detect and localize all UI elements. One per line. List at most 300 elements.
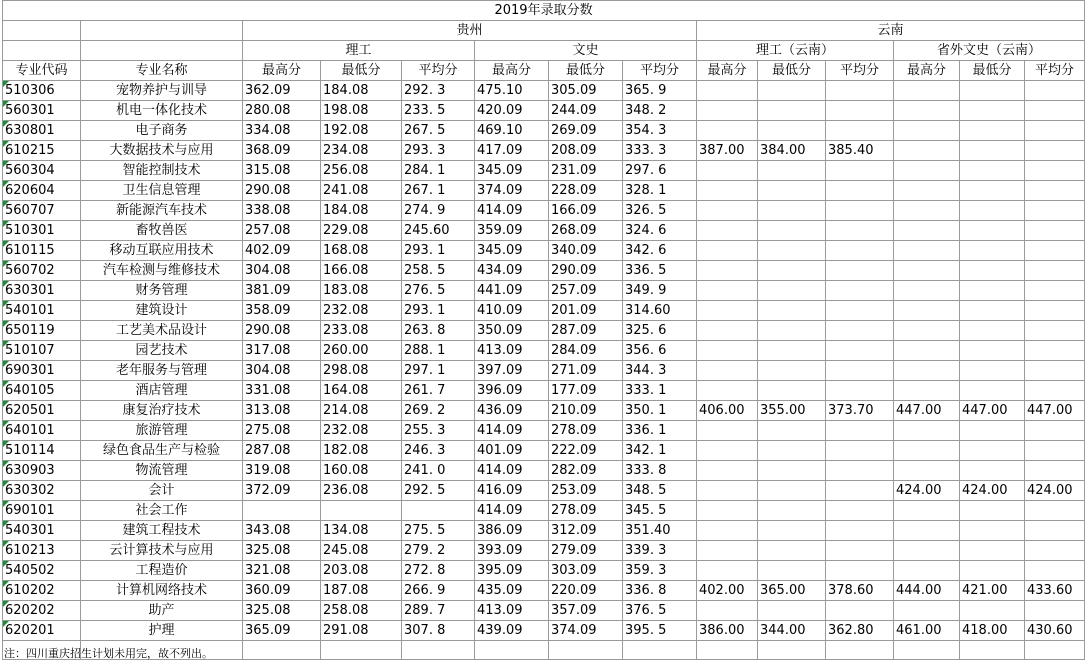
cell-score[interactable]: 435.09 [475,581,549,601]
cell-score[interactable]: 343.08 [243,521,321,541]
cell-score[interactable] [960,121,1025,141]
cell-score[interactable]: 184.08 [321,81,402,101]
cell-score[interactable] [1025,381,1085,401]
column-header-metric[interactable]: 最低分 [321,61,402,81]
cell-major-code[interactable]: 610213 [3,541,81,561]
cell-score[interactable]: 447.00 [894,401,960,421]
cell-score[interactable]: 395. 5 [623,621,697,641]
cell-major-code[interactable]: 620201 [3,621,81,641]
cell-score[interactable] [960,161,1025,181]
cell-score[interactable]: 447.00 [1025,401,1085,421]
cell-score[interactable]: 381.09 [243,281,321,301]
cell-score[interactable] [697,461,758,481]
cell-score[interactable]: 236.08 [321,481,402,501]
cell-score[interactable]: 321.08 [243,561,321,581]
cell-score[interactable]: 365. 9 [623,81,697,101]
cell-score[interactable] [697,261,758,281]
cell-score[interactable]: 433.60 [1025,581,1085,601]
cell-score[interactable] [697,181,758,201]
cell-score[interactable]: 401.09 [475,441,549,461]
cell-score[interactable] [960,361,1025,381]
cell-major-name[interactable]: 老年服务与管理 [81,361,243,381]
cell-score[interactable]: 373.70 [826,401,894,421]
cell-score[interactable]: 284.09 [549,341,623,361]
cell-score[interactable]: 271.09 [549,361,623,381]
cell-score[interactable] [826,121,894,141]
cell-score[interactable] [894,601,960,621]
cell-score[interactable] [894,561,960,581]
cell-score[interactable]: 222.09 [549,441,623,461]
cell-score[interactable]: 358.09 [243,301,321,321]
cell-major-code[interactable]: 510306 [3,81,81,101]
cell-score[interactable]: 424.00 [894,481,960,501]
cell-score[interactable]: 345.09 [475,161,549,181]
cell-major-code[interactable]: 510301 [3,221,81,241]
cell-score[interactable]: 413.09 [475,601,549,621]
cell-score[interactable] [894,341,960,361]
cell-score[interactable]: 349. 9 [623,281,697,301]
cell-score[interactable]: 241.08 [321,181,402,201]
cell-score[interactable] [1025,101,1085,121]
column-header-metric[interactable]: 最低分 [960,61,1025,81]
cell-major-code[interactable]: 620202 [3,601,81,621]
cell-score[interactable]: 420.09 [475,101,549,121]
cell-score[interactable] [826,481,894,501]
cell-score[interactable] [894,501,960,521]
cell-score[interactable]: 305.09 [549,81,623,101]
cell-score[interactable] [960,601,1025,621]
cell-score[interactable] [826,521,894,541]
cell-score[interactable]: 267. 1 [402,181,475,201]
cell-score[interactable] [1025,181,1085,201]
cell-score[interactable]: 350.09 [475,321,549,341]
cell-score[interactable]: 290.08 [243,181,321,201]
cell-score[interactable]: 436.09 [475,401,549,421]
column-header-metric[interactable]: 最高分 [475,61,549,81]
cell-score[interactable] [826,221,894,241]
cell-score[interactable] [960,181,1025,201]
cell-score[interactable]: 292. 3 [402,81,475,101]
cell-score[interactable] [960,241,1025,261]
cell-major-name[interactable]: 财务管理 [81,281,243,301]
cell-score[interactable] [894,321,960,341]
cell-major-code[interactable]: 640105 [3,381,81,401]
cell-score[interactable]: 293. 1 [402,241,475,261]
cell-score[interactable] [894,461,960,481]
cell-major-code[interactable]: 630903 [3,461,81,481]
cell-score[interactable] [826,261,894,281]
cell-score[interactable] [402,501,475,521]
cell-score[interactable]: 362.09 [243,81,321,101]
cell-score[interactable] [1025,421,1085,441]
cell-score[interactable]: 284. 1 [402,161,475,181]
cell-score[interactable]: 387.00 [697,141,758,161]
cell-score[interactable] [1025,221,1085,241]
cell-score[interactable]: 357.09 [549,601,623,621]
empty-cell[interactable] [475,641,549,660]
cell-score[interactable]: 402.09 [243,241,321,261]
cell-score[interactable] [1025,501,1085,521]
cell-score[interactable]: 244.09 [549,101,623,121]
cell-score[interactable]: 345.09 [475,241,549,261]
cell-major-code[interactable]: 630301 [3,281,81,301]
cell-score[interactable]: 414.09 [475,501,549,521]
empty-cell[interactable] [894,641,960,660]
cell-score[interactable]: 280.08 [243,101,321,121]
cell-score[interactable] [697,421,758,441]
cell-score[interactable] [894,541,960,561]
cell-score[interactable] [894,181,960,201]
cell-score[interactable] [243,501,321,521]
cell-score[interactable]: 290.08 [243,321,321,341]
cell-major-name[interactable]: 卫生信息管理 [81,181,243,201]
cell-score[interactable]: 187.08 [321,581,402,601]
cell-score[interactable]: 291.08 [321,621,402,641]
cell-major-code[interactable]: 560702 [3,261,81,281]
cell-score[interactable]: 184.08 [321,201,402,221]
cell-major-code[interactable]: 560707 [3,201,81,221]
cell-score[interactable] [758,241,826,261]
cell-score[interactable] [1025,301,1085,321]
cell-score[interactable] [758,101,826,121]
cell-score[interactable]: 234.08 [321,141,402,161]
cell-major-code[interactable]: 560304 [3,161,81,181]
cell-score[interactable]: 386.09 [475,521,549,541]
cell-score[interactable] [826,381,894,401]
cell-score[interactable] [758,301,826,321]
cell-score[interactable] [960,421,1025,441]
cell-score[interactable] [1025,81,1085,101]
cell-score[interactable]: 333. 8 [623,461,697,481]
cell-score[interactable] [697,321,758,341]
cell-score[interactable] [697,601,758,621]
column-header-metric[interactable]: 最低分 [758,61,826,81]
cell-major-name[interactable]: 工程造价 [81,561,243,581]
cell-major-code[interactable]: 610215 [3,141,81,161]
cell-score[interactable]: 287.09 [549,321,623,341]
cell-score[interactable]: 164.08 [321,381,402,401]
cell-score[interactable] [1025,201,1085,221]
cell-major-name[interactable]: 智能控制技术 [81,161,243,181]
cell-score[interactable]: 214.08 [321,401,402,421]
cell-score[interactable]: 355.00 [758,401,826,421]
cell-score[interactable] [826,561,894,581]
cell-score[interactable] [1025,561,1085,581]
cell-score[interactable] [826,161,894,181]
cell-score[interactable]: 315.08 [243,161,321,181]
cell-score[interactable]: 258.08 [321,601,402,621]
cell-major-name[interactable]: 汽车检测与维修技术 [81,261,243,281]
cell-major-code[interactable]: 510107 [3,341,81,361]
cell-major-code[interactable]: 610202 [3,581,81,601]
cell-score[interactable]: 258. 5 [402,261,475,281]
cell-score[interactable]: 376. 5 [623,601,697,621]
cell-score[interactable] [1025,121,1085,141]
cell-score[interactable] [894,281,960,301]
cell-score[interactable] [758,221,826,241]
cell-score[interactable]: 201.09 [549,301,623,321]
cell-score[interactable]: 360.09 [243,581,321,601]
cell-score[interactable] [960,521,1025,541]
cell-score[interactable] [1025,461,1085,481]
cell-major-name[interactable]: 机电一体化技术 [81,101,243,121]
cell-score[interactable]: 257.09 [549,281,623,301]
cell-score[interactable]: 324. 6 [623,221,697,241]
cell-score[interactable] [960,561,1025,581]
cell-major-name[interactable]: 园艺技术 [81,341,243,361]
empty-cell[interactable] [623,641,697,660]
cell-score[interactable]: 245.60 [402,221,475,241]
cell-score[interactable]: 365.09 [243,621,321,641]
group-header-ligong[interactable]: 理工 [243,41,475,61]
cell-score[interactable] [826,361,894,381]
cell-major-name[interactable]: 建筑工程技术 [81,521,243,541]
cell-score[interactable] [758,421,826,441]
cell-score[interactable] [826,281,894,301]
cell-score[interactable]: 414.09 [475,201,549,221]
cell-score[interactable]: 326. 5 [623,201,697,221]
cell-score[interactable]: 338.08 [243,201,321,221]
column-header-metric[interactable]: 最高分 [243,61,321,81]
cell-score[interactable]: 328. 1 [623,181,697,201]
cell-score[interactable] [894,421,960,441]
cell-score[interactable]: 256.08 [321,161,402,181]
cell-score[interactable]: 417.09 [475,141,549,161]
cell-score[interactable]: 183.08 [321,281,402,301]
cell-major-name[interactable]: 康复治疗技术 [81,401,243,421]
cell-score[interactable]: 269. 2 [402,401,475,421]
cell-score[interactable] [1025,521,1085,541]
cell-score[interactable]: 378.60 [826,581,894,601]
cell-score[interactable] [960,201,1025,221]
cell-score[interactable] [1025,261,1085,281]
header-blank-cell[interactable] [3,21,81,41]
cell-major-code[interactable]: 610115 [3,241,81,261]
cell-score[interactable]: 290.09 [549,261,623,281]
cell-score[interactable]: 414.09 [475,461,549,481]
cell-score[interactable] [826,601,894,621]
cell-score[interactable] [758,381,826,401]
cell-score[interactable] [697,201,758,221]
cell-score[interactable]: 348. 5 [623,481,697,501]
cell-score[interactable] [826,201,894,221]
cell-score[interactable]: 232.08 [321,421,402,441]
cell-major-name[interactable]: 助产 [81,601,243,621]
cell-score[interactable]: 246. 3 [402,441,475,461]
cell-score[interactable]: 241. 0 [402,461,475,481]
cell-score[interactable] [697,121,758,141]
cell-major-name[interactable]: 建筑设计 [81,301,243,321]
cell-score[interactable]: 410.09 [475,301,549,321]
cell-score[interactable]: 177.09 [549,381,623,401]
cell-score[interactable] [758,521,826,541]
cell-score[interactable]: 325.08 [243,601,321,621]
cell-major-name[interactable]: 大数据技术与应用 [81,141,243,161]
cell-score[interactable]: 293. 3 [402,141,475,161]
cell-score[interactable] [697,281,758,301]
cell-major-code[interactable]: 540101 [3,301,81,321]
cell-score[interactable]: 134.08 [321,521,402,541]
cell-score[interactable]: 229.08 [321,221,402,241]
cell-score[interactable] [758,281,826,301]
cell-score[interactable] [894,261,960,281]
cell-score[interactable]: 293. 1 [402,301,475,321]
cell-score[interactable]: 424.00 [1025,481,1085,501]
cell-score[interactable]: 340.09 [549,241,623,261]
cell-score[interactable]: 447.00 [960,401,1025,421]
cell-score[interactable] [758,501,826,521]
cell-score[interactable]: 182.08 [321,441,402,461]
cell-score[interactable]: 160.08 [321,461,402,481]
cell-score[interactable]: 298.08 [321,361,402,381]
cell-score[interactable] [697,301,758,321]
cell-score[interactable] [960,261,1025,281]
cell-score[interactable] [1025,341,1085,361]
cell-score[interactable]: 424.00 [960,481,1025,501]
cell-score[interactable] [697,481,758,501]
cell-major-name[interactable]: 酒店管理 [81,381,243,401]
cell-score[interactable] [960,341,1025,361]
cell-score[interactable] [826,501,894,521]
cell-major-name[interactable]: 云计算技术与应用 [81,541,243,561]
cell-score[interactable]: 261. 7 [402,381,475,401]
cell-score[interactable] [960,461,1025,481]
column-header-metric[interactable]: 平均分 [623,61,697,81]
cell-score[interactable] [697,521,758,541]
cell-score[interactable] [894,381,960,401]
cell-score[interactable]: 312.09 [549,521,623,541]
cell-score[interactable]: 342. 1 [623,441,697,461]
cell-score[interactable]: 276. 5 [402,281,475,301]
cell-score[interactable] [1025,541,1085,561]
cell-score[interactable] [960,541,1025,561]
cell-score[interactable]: 297. 6 [623,161,697,181]
cell-score[interactable] [960,101,1025,121]
cell-score[interactable]: 374.09 [549,621,623,641]
cell-score[interactable] [960,81,1025,101]
cell-score[interactable]: 278.09 [549,501,623,521]
cell-score[interactable]: 342. 6 [623,241,697,261]
cell-score[interactable]: 359.09 [475,221,549,241]
cell-score[interactable]: 344.00 [758,621,826,641]
cell-score[interactable]: 393.09 [475,541,549,561]
cell-score[interactable]: 368.09 [243,141,321,161]
cell-score[interactable] [894,221,960,241]
cell-score[interactable]: 279.09 [549,541,623,561]
cell-score[interactable] [321,501,402,521]
cell-score[interactable] [697,561,758,581]
column-header-metric[interactable]: 平均分 [826,61,894,81]
cell-score[interactable] [960,301,1025,321]
cell-major-code[interactable]: 540502 [3,561,81,581]
cell-score[interactable] [758,121,826,141]
cell-score[interactable]: 350. 1 [623,401,697,421]
cell-score[interactable]: 421.00 [960,581,1025,601]
cell-score[interactable] [960,141,1025,161]
cell-score[interactable] [1025,441,1085,461]
empty-cell[interactable] [697,641,758,660]
empty-cell[interactable] [1025,641,1085,660]
cell-score[interactable] [960,501,1025,521]
cell-score[interactable]: 263. 8 [402,321,475,341]
cell-score[interactable] [894,301,960,321]
cell-score[interactable] [1025,161,1085,181]
cell-major-code[interactable]: 620604 [3,181,81,201]
cell-major-code[interactable]: 620501 [3,401,81,421]
cell-score[interactable]: 331.08 [243,381,321,401]
cell-score[interactable] [1025,241,1085,261]
cell-score[interactable]: 325.08 [243,541,321,561]
cell-score[interactable]: 406.00 [697,401,758,421]
cell-score[interactable]: 233.08 [321,321,402,341]
cell-score[interactable]: 397.09 [475,361,549,381]
cell-score[interactable]: 359. 3 [623,561,697,581]
cell-score[interactable] [894,441,960,461]
cell-score[interactable] [826,341,894,361]
cell-score[interactable]: 267. 5 [402,121,475,141]
cell-score[interactable] [960,281,1025,301]
cell-score[interactable]: 292. 5 [402,481,475,501]
cell-score[interactable] [758,181,826,201]
cell-score[interactable]: 232.08 [321,301,402,321]
cell-score[interactable] [697,361,758,381]
cell-score[interactable] [758,81,826,101]
cell-major-name[interactable]: 移动互联应用技术 [81,241,243,261]
cell-score[interactable] [697,241,758,261]
cell-major-code[interactable]: 690301 [3,361,81,381]
cell-score[interactable]: 274. 9 [402,201,475,221]
cell-score[interactable]: 333. 3 [623,141,697,161]
cell-score[interactable]: 333. 1 [623,381,697,401]
cell-score[interactable] [894,101,960,121]
cell-score[interactable]: 198.08 [321,101,402,121]
cell-major-name[interactable]: 计算机网络技术 [81,581,243,601]
cell-score[interactable]: 266. 9 [402,581,475,601]
cell-score[interactable]: 418.00 [960,621,1025,641]
cell-major-code[interactable]: 650119 [3,321,81,341]
cell-major-name[interactable]: 宠物养护与训导 [81,81,243,101]
cell-score[interactable]: 434.09 [475,261,549,281]
cell-score[interactable] [894,521,960,541]
cell-score[interactable] [758,361,826,381]
cell-major-code[interactable]: 690101 [3,501,81,521]
cell-score[interactable] [1025,141,1085,161]
cell-major-code[interactable]: 640101 [3,421,81,441]
cell-major-name[interactable]: 新能源汽车技术 [81,201,243,221]
cell-score[interactable]: 348. 2 [623,101,697,121]
cell-score[interactable]: 356. 6 [623,341,697,361]
cell-score[interactable]: 288. 1 [402,341,475,361]
cell-score[interactable] [697,541,758,561]
cell-score[interactable]: 166.08 [321,261,402,281]
cell-major-name[interactable]: 旅游管理 [81,421,243,441]
cell-score[interactable] [1025,361,1085,381]
cell-score[interactable] [1025,601,1085,621]
column-header-name[interactable]: 专业名称 [81,61,243,81]
column-header-metric[interactable]: 最高分 [894,61,960,81]
cell-score[interactable]: 336. 5 [623,261,697,281]
cell-score[interactable]: 317.08 [243,341,321,361]
cell-score[interactable] [697,161,758,181]
cell-score[interactable] [826,421,894,441]
cell-score[interactable] [697,81,758,101]
cell-score[interactable] [697,221,758,241]
empty-cell[interactable] [243,641,321,660]
cell-score[interactable] [697,381,758,401]
cell-score[interactable]: 385.40 [826,141,894,161]
cell-score[interactable] [1025,321,1085,341]
cell-score[interactable]: 430.60 [1025,621,1085,641]
